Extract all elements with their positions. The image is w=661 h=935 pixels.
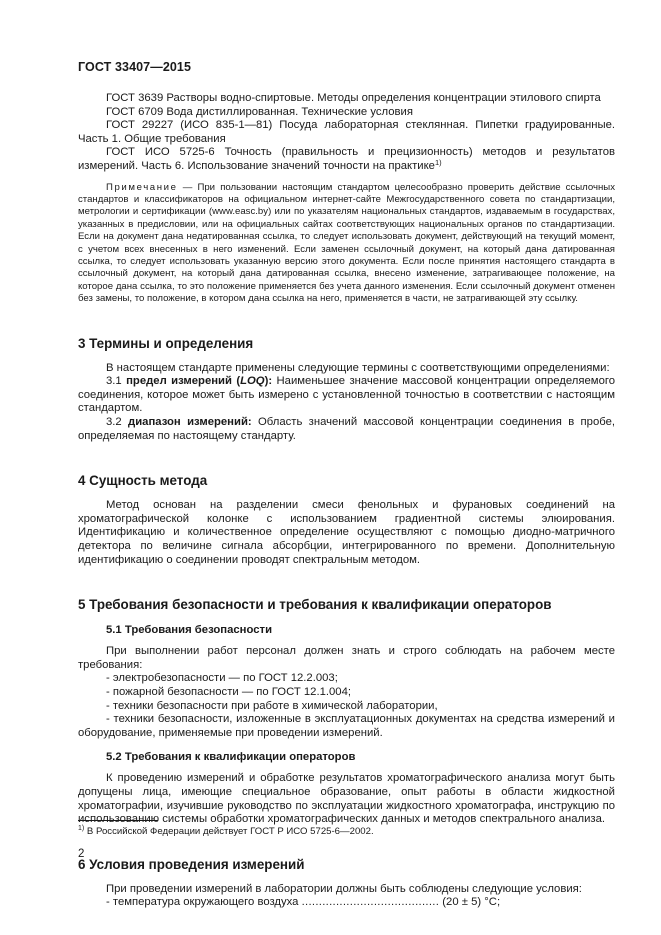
section-heading-6: 6 Условия проведения измерений xyxy=(78,856,305,872)
subsection-5-2-text: К проведению измерений и обработке результатов хроматографического анализа могут быть допущены лица, имеющие специальное образование, опыт работы в области жидкостной хроматографии, изучившие руководство по эксплуатации жидкостного хроматографа, инструкцию по использованию системы обработки хроматографических данных и методов спектрального анализа. xyxy=(78,772,615,826)
section-heading-4: 4 Сущность метода xyxy=(78,473,208,489)
requirement-item: - техники безопасности при работе в химической лаборатории, xyxy=(106,699,438,712)
term-number: 3.2 xyxy=(106,416,129,428)
reference-text: ГОСТ ИСО 5725-6 Точность (правильность и прецизионность) методов и результатов измерений. Часть 6. Использование значений точности на практике xyxy=(78,146,615,172)
section-6-intro: При проведении измерений в лаборатории должны быть соблюдены следующие условия: xyxy=(106,882,582,895)
requirement-item: - техники безопасности, изложенные в эксплуатационных документах на средства измерений и оборудование, применяемые при проведении измерений. xyxy=(78,713,615,739)
subsection-heading-5-2: 5.2 Требования к квалификации операторов xyxy=(106,751,356,764)
term-definition: Наименьшее значение массовой концентрации определяемого соединения, которое может быть измерено с установленной точностью в соответствии с настоящим стандартом. xyxy=(78,375,616,415)
page-content xyxy=(78,92,615,910)
footnote xyxy=(78,826,374,837)
note-text: — При пользовании настоящим стандартом целесообразно проверить действие ссылочных стандартов и классификаторов на официальном интернет-сайте Межгосударственного совета по стандартизации, метрологии и сертификации (www.easc.by) или по указателям национальных стандартов, издаваемым в государствах, указанных в предисловии, или на официальных сайтах соответствующих национальных органов по стандартизации. Если на документ дана недатированная ссылка, то следует использовать документ, действующий на текущий момент, с учетом всех внесенных в него изменений. Если заменен ссылочный документ, на который дана датированная ссылка, то следует использовать указанную версию этого документа. Если после принятия настоящего стандарта в ссылочный документ, на который дана датированная ссылка, внесено изменение, затрагивающее положение, на которое дана ссылка, то это положение применяется без учета данного изменения. Если ссылочный документ отменен без замены, то положение, в котором дана ссылка на него, применяется в части, не затрагивающей эту ссылку. xyxy=(78,181,615,305)
term-3-1 xyxy=(78,375,615,416)
footnote-mark: 1) xyxy=(78,825,85,832)
page-number: 2 xyxy=(78,848,85,860)
requirement-item: - электробезопасности — по ГОСТ 12.2.003; xyxy=(106,672,338,685)
section-3-intro: В настоящем стандарте применены следующие термины с соответствующими определениями: xyxy=(106,361,610,374)
requirement-item: - пожарной безопасности — по ГОСТ 12.1.004; xyxy=(106,685,352,698)
condition-label: - температура окружающего воздуха xyxy=(106,896,299,909)
term-name: предел измерений xyxy=(126,375,232,388)
term-abbr-open: ( xyxy=(231,375,241,388)
footnote-reference[interactable]: 1) xyxy=(434,157,442,167)
term-3-2 xyxy=(78,416,615,443)
section-4-text: Метод основан на разделении смеси фенольных и фурановых соединений на хроматографической колонке с использованием градиентной системы элюирования. Идентификацию и количественное определение осуществляют с помощью диодно-матричного детектора по величине сигнала абсорбции, интегрированного по времени. Дополнительную идентификацию о соединении проводят спектральным методом. xyxy=(78,499,615,566)
reference-item: ГОСТ 6709 Вода дистиллированная. Технические условия xyxy=(106,105,413,118)
term-abbreviation: LOQ xyxy=(240,375,265,388)
term-name: диапазон измерений: xyxy=(128,416,252,428)
leader-dots: ........................................ xyxy=(301,896,440,909)
reference-item xyxy=(78,146,615,173)
reference-item: ГОСТ 3639 Растворы водно-спиртовые. Методы определения концентрации этилового спирта xyxy=(106,92,601,104)
condition-item xyxy=(78,896,615,910)
reference-item: ГОСТ 29227 (ИСО 835-1—81) Посуда лабораторная стеклянная. Пипетки градуированные. Часть 1. Общие требования xyxy=(78,119,615,145)
condition-value: (20 ± 5) °С; xyxy=(442,896,501,909)
term-abbr-close: ): xyxy=(264,375,273,388)
document-header: ГОСТ 33407—2015 xyxy=(78,60,192,74)
footnote-text: В Российской Федерации действует ГОСТ Р ИСО 5725-6—2002. xyxy=(84,826,374,837)
subsection-5-1-intro: При выполнении работ персонал должен знать и строго соблюдать на рабочем месте требования: xyxy=(78,645,615,671)
subsection-heading-5-1: 5.1 Требования безопасности xyxy=(106,624,273,637)
note-paragraph xyxy=(78,182,615,306)
note-label: Примечание xyxy=(106,181,178,193)
section-heading-5: 5 Требования безопасности и требования к квалификации операторов xyxy=(78,597,552,613)
term-definition: Область значений массовой концентрации соединения в пробе, определяемая по настоящему стандарту. xyxy=(78,416,615,442)
term-number: 3.1 xyxy=(106,375,127,388)
section-heading-3: 3 Термины и определения xyxy=(78,335,254,351)
footnote-separator xyxy=(78,820,158,821)
